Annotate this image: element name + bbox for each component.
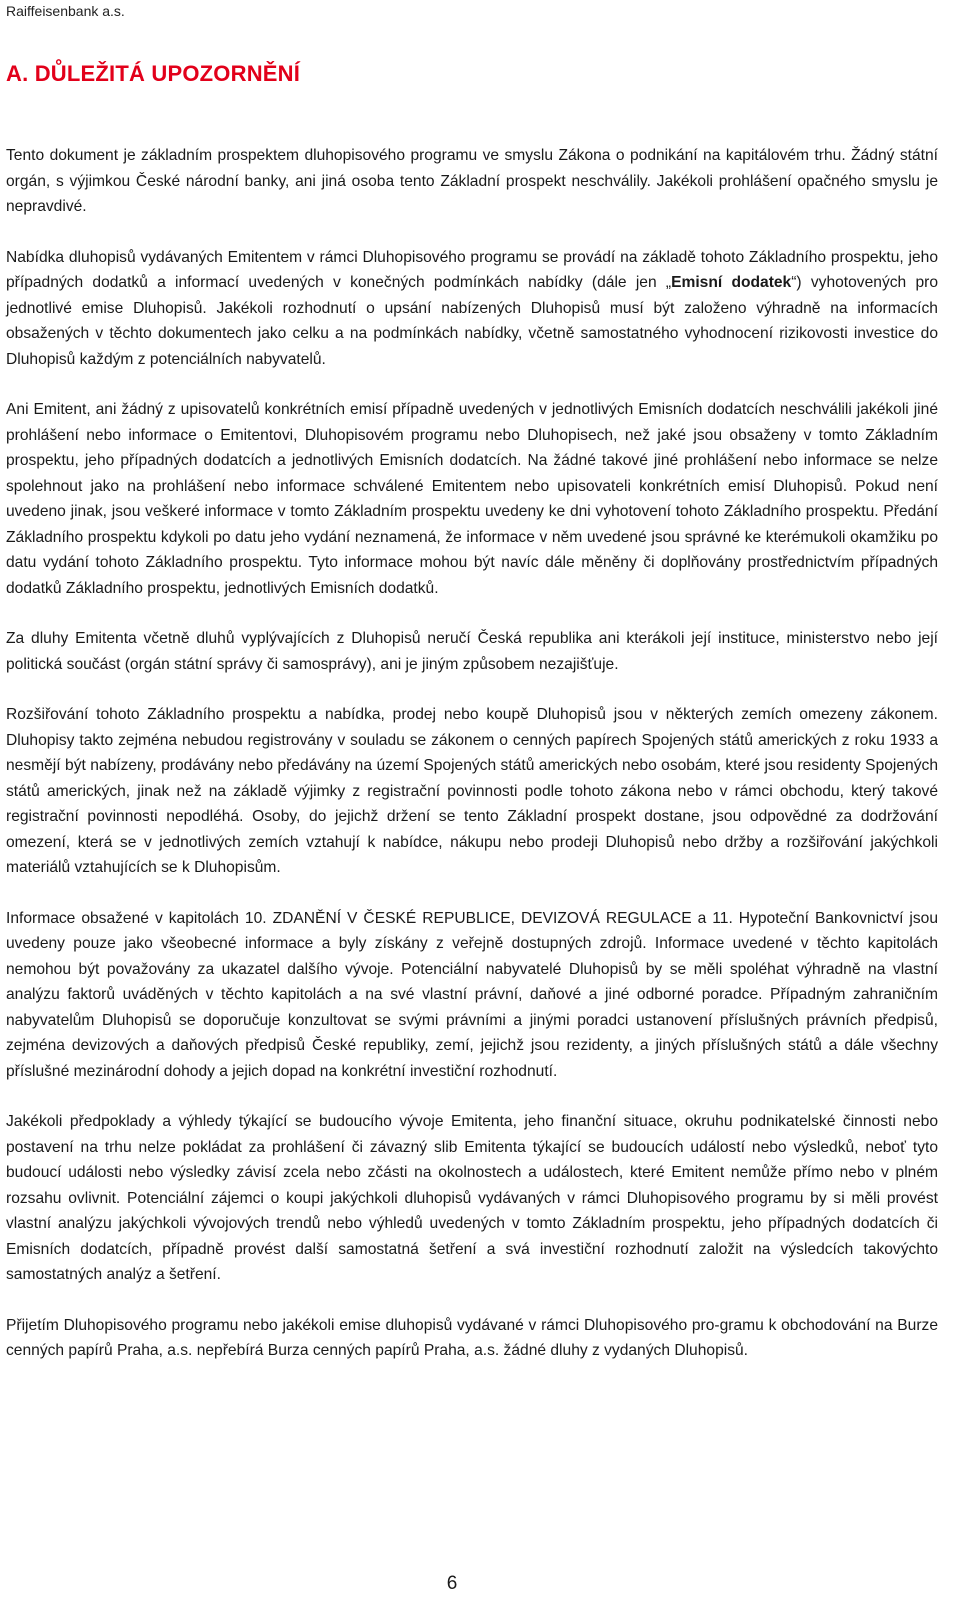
paragraph-forward-looking: Jakékoli předpoklady a výhledy týkající se budoucího vývoje Emitenta, jeho finanční situace, okruhu podnikatelské činnosti nebo postavení na trhu nelze pokládat za prohlášení či závazný slib Emitenta týkající se budoucích událostí nebo výsledků, neboť tyto budoucí události nebo výsledky závisí zcela nebo zčásti na okolnostech a událostech, které Emitent nemůže přímo nebo v plném rozsahu ovlivnit. Potenciální zájemci o koupi jakýchkoli dluhopisů vydávaných v rámci Dluhopisového programu by si měli provést vlastní analýzu jakýchkoli vývojových trendů nebo výhledů uvedených v tomto Základním prospektu, jeho případných dodatcích či Emisních dodatcích, případně provést další samostatná šetření a svá investiční rozhodnutí založit na výsledcích takovýchto samostatných analýz a šetření. [6, 1113, 938, 1283]
running-header: Raiffeisenbank a.s. [6, 3, 125, 19]
page-number: 6 [446, 1573, 458, 1594]
paragraph-offer-text-start: Nabídka dluhopisů vydávaných Emitentem v rámci Dluhopisového programu se provádí na základě tohoto Základního prospektu, jeho případných dodatků a informací uvedených v konečných podmínkách nabídky (dále jen „ [6, 248, 938, 291]
section-title: A. DŮLEŽITÁ UPOZORNĚNÍ [6, 61, 301, 86]
paragraph-exchange: Přijetím Dluhopisového programu nebo jakékoli emise dluhopisů vydávané v rámci Dluhopisového pro-gramu k obchodování na Burze cenných papírů Praha, a.s. nepřebírá Burza cenných papírů Praha, a.s. žádné dluhy z vydaných Dluhopisů. [6, 1316, 938, 1359]
paragraph-approvals: Ani Emitent, ani žádný z upisovatelů konkrétních emisí případně uvedených v jednotlivých Emisních dodatcích neschválili jakékoli jiné prohlášení nebo informace o Emitentovi, Dluhopisovém programu nebo Dluhopisech, než jaké jsou obsaženy v tomto Základním prospektu, jeho případných dodatcích a jednotlivých Emisních dodatcích. Na žádné takové jiné prohlášení nebo informace se nelze spolehnout jako na prohlášení nebo informace schválené Emitentem nebo upisovateli konkrétních emisí Dluhopisů. Pokud není uvedeno jinak, jsou veškeré informace v tomto Základním prospektu uvedeny ke dni vyhotovení tohoto Základního prospektu. Předání Základního prospektu kdykoli po datu jeho vydání neznamená, že informace v něm uvedené jsou správné ke kterémukoli okamžiku po datu vydání tohoto Základního prospektu. Tyto informace mohou být navíc dále měněny či doplňovány prostřednictvím případných dodatků Základního prospektu, jednotlivých Emisních dodatků. [6, 401, 938, 597]
paragraph-offer [6, 245, 938, 373]
defined-term-emisni-dodatek: Emisní dodatek [671, 274, 792, 291]
paragraph-offer-text-end: “) vyhotovených pro jednotlivé emise Dluhopisů. Jakékoli rozhodnutí o upsání nabízených Dluhopisů musí být založeno výhradně na informacích obsažených v těchto dokumentech jako celku a na podmínkách nabídky, včetně samostatného vyhodnocení rizikovosti investice do Dluhopisů každým z potenciálních nabyvatelů. [6, 274, 938, 368]
document-body [6, 143, 938, 1389]
paragraph-intro: Tento dokument je základním prospektem dluhopisového programu ve smyslu Zákona o podnikání na kapitálovém trhu. Žádný státní orgán, s výjimkou České národní banky, ani jiná osoba tento Základní prospekt neschválily. Jakékoli prohlášení opačného smyslu je nepravdivé. [6, 147, 938, 215]
paragraph-tax-info: Informace obsažené v kapitolách 10. ZDANĚNÍ V ČESKÉ REPUBLICE, DEVIZOVÁ REGULACE a 11. Hypoteční Bankovnictví jsou uvedeny pouze jako všeobecné informace a byly získány z veřejně dostupných zdrojů. Informace uvedené v těchto kapitolách nemohou být považovány za ukazatel dalšího vývoje. Potenciální nabyvatelé Dluhopisů by se měli spoléhat výhradně na vlastní analýzu faktorů uváděných v těchto kapitolách a na své vlastní právní, daňové a jiné odborné poradce. Případným zahraničním nabyvatelům Dluhopisů se doporučuje konzultovat se svými právními a jinými poradci ustanovení příslušných právních předpisů, zejména devizových a daňových předpisů České republiky, zemí, jejichž jsou rezidenty, a jiných příslušných států a dále všechny příslušné mezinárodní dohody a jejich dopad na konkrétní investiční rozhodnutí. [6, 909, 938, 1080]
paragraph-guarantee: Za dluhy Emitenta včetně dluhů vyplývajících z Dluhopisů neručí Česká republika ani kterákoli její instituce, ministerstvo nebo její politická součást (orgán státní správy či samosprávy), ani je jiným způsobem nezajišťuje. [6, 630, 938, 673]
paragraph-distribution: Rozšiřování tohoto Základního prospektu a nabídka, prodej nebo koupě Dluhopisů jsou v některých zemích omezeny zákonem. Dluhopisy takto zejména nebudou registrovány v souladu se zákonem o cenných papírech Spojených států amerických z roku 1933 a nesmějí být nabízeny, prodávány nebo předávány na území Spojených států amerických nebo osobám, které jsou residenty Spojených států amerických, jinak než na základě výjimky z registrační povinnosti podle tohoto zákona nebo v rámci obchodu, který takové registrační povinnosti nepodléhá. Osoby, do jejichž držení se tento Základní prospekt dostane, jsou odpovědné za dodržování omezení, která se v jednotlivých zemích vztahují k nabídce, nákupu nebo prodeji Dluhopisů nebo držby a rozšiřování jakýchkoli materiálů vztahujících se k Dluhopisům. [6, 706, 938, 876]
